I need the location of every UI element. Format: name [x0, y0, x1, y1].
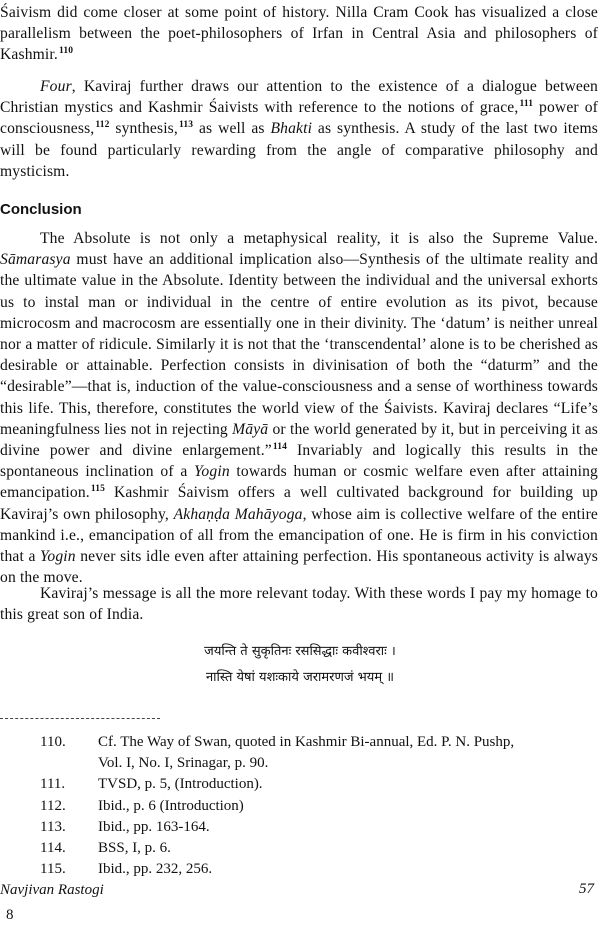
- footnote-number: 115.: [40, 861, 66, 878]
- section-heading: Conclusion: [0, 201, 82, 218]
- paragraph-2-lead: Four: [40, 78, 72, 95]
- paragraph-3-text: towards human or cosmic welfare even after attaining emancipation.: [0, 463, 598, 502]
- paragraph-2-text: power of consciousness,: [0, 99, 598, 138]
- footnote-number: 110.: [40, 734, 66, 750]
- footnote-ref-110: 110: [58, 46, 74, 57]
- footnote-number: 112.: [40, 797, 66, 814]
- paragraph-3: [0, 228, 598, 588]
- akhanda-mahayoga-term: Akhaṇḍa Mahāyoga: [173, 505, 303, 523]
- paragraph-3-text: , whose aim is collective welfare of the entire mankind i.e., emancipation of all from the emancipation of one. He is firm in his conviction that a: [0, 505, 599, 566]
- footnote-number: 114.: [40, 839, 66, 856]
- footnote-ref-112: 112: [95, 120, 110, 131]
- footnote-list: [0, 732, 600, 880]
- footer-author: Navjivan Rastogi: [0, 882, 104, 898]
- paragraph-2-text: synthesis,: [109, 120, 178, 138]
- footnote-number: 113.: [40, 818, 66, 835]
- paragraph-4: [0, 583, 598, 625]
- paragraph-3-text: never sits idle even after attaining perfection. His spontaneous activity is always on the move.: [0, 548, 598, 587]
- footnote-ref-114: 114: [272, 442, 288, 453]
- paragraph-1-text: Śaivism did come closer at some point of history. Nilla Cram Cook has visualized a close parallelism between the poet-philosophers of Irfan in Central Asia and philosophers of Kashmir.: [0, 4, 598, 64]
- footnote-text: Ibid., pp. 163-164.: [98, 818, 210, 835]
- paragraph-3-text: must have an additional implication also—Synthesis of the ultimate reality and the ultimate value in the Absolute. Identity between the individual and the universal exhorts us to instal man or individual in the centre of entire evolution as its pivot, because microcosm and macrocosm are essentially one in their divinity. The ‘datum’ is neither unreal nor a matter of ridicule. Similarly it is not that the ‘transcendental’ alone is to be cherished as desirable or attainable. Perfection consists in divinisation of both the “daturm” and the “desirable”—that is, induction of the value-consciousness and a sense of worthiness towards this life. This, therefore, constitutes the world view of the Śaivists. Kaviraj declares “Life’s meaningfulness lies not in rejecting: [0, 251, 598, 438]
- paragraph-3-text: Kashmir Śaivism offers a well cultivated background for building up Kaviraj’s own philosophy,: [0, 484, 598, 523]
- paragraph-3-text: The Absolute is not only a metaphysical reality, it is also the Supreme Value.: [40, 230, 598, 247]
- yogin-term: Yogin: [40, 548, 76, 566]
- footnote-item: [0, 817, 600, 838]
- footnote-number: 111.: [40, 776, 66, 793]
- footer-mark: 8: [6, 907, 14, 923]
- samarasya-term: Sāmarasya: [0, 251, 71, 269]
- footnote-text-continued: Vol. I, No. I, Srinagar, p. 90.: [98, 755, 269, 772]
- footnote-item: [0, 774, 600, 795]
- bhakti-term: Bhakti: [270, 120, 313, 138]
- footnote-ref-113: 113: [178, 120, 194, 131]
- footnote-text: Cf. The Way of Swan, quoted in Kashmir Bi-annual, Ed. P. N. Pushp,: [98, 734, 515, 750]
- paragraph-3-text: Invariably and logically this results in the spontaneous inclination of a: [0, 442, 598, 481]
- footnote-divider: [0, 718, 160, 719]
- footnote-ref-115: 115: [90, 484, 106, 495]
- footnote-ref-111: 111: [519, 99, 534, 110]
- page-number: 57: [579, 881, 594, 897]
- paragraph-2-text: as well as: [193, 120, 271, 138]
- paragraph-3-text: or the world generated by it, but in perceiving it as divine power and divine enlargement.”: [0, 420, 598, 460]
- footnote-text: TVSD, p. 5, (Introduction).: [98, 776, 263, 793]
- paragraph-4-text: Kaviraj’s message is all the more relevant today. With these words I pay my homage to this great son of India.: [0, 585, 598, 624]
- paragraph-2-text: , Kaviraj further draws our attention to the existence of a dialogue between Christian mystics and Kashmir Śaivists with reference to the notions of grace,: [0, 78, 598, 117]
- footnote-text: Ibid., pp. 232, 256.: [98, 861, 213, 878]
- footnote-text: Ibid., p. 6 (Introduction): [98, 797, 244, 814]
- paragraph-1: [0, 2, 598, 66]
- yogin-term: Yogin: [194, 463, 230, 481]
- footnote-item: [0, 796, 600, 817]
- maya-term: Māyā: [232, 420, 269, 438]
- footnote-text: BSS, I, p. 6.: [98, 839, 171, 856]
- paragraph-2-text: as synthesis. A study of the last two items will be found particularly rewarding from the angle of comparative philosophy and mysticism.: [0, 120, 598, 180]
- footnote-item: [0, 838, 600, 859]
- footnote-item: [0, 859, 600, 880]
- sanskrit-verse-line-1: जयन्ति ते सुकृतिनः रससिद्धाः कवीश्वराः ।: [204, 644, 396, 659]
- footnote-item: [0, 732, 600, 774]
- paragraph-2: [0, 76, 598, 182]
- sanskrit-verse-line-2: नास्ति येषां यशःकाये जरामरणजं भयम् ॥: [205, 670, 395, 685]
